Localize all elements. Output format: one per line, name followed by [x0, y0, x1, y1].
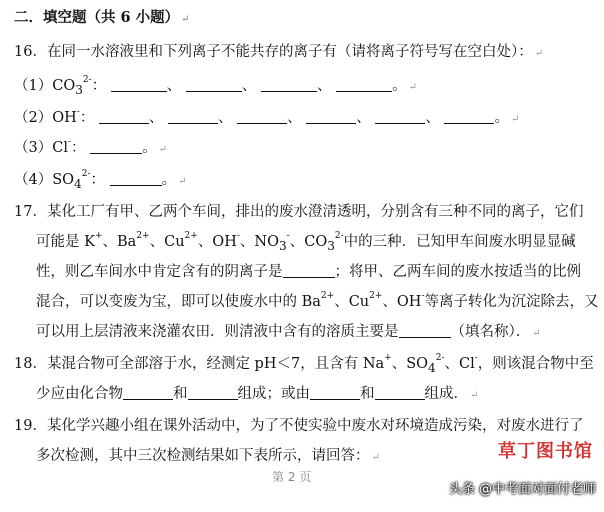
answer-blank[interactable] — [111, 77, 167, 92]
q17-line-1: 17．某化工厂有甲、乙两个车间，排出的废水澄清透明，分别含有三种不同的离子，它们 — [14, 204, 584, 220]
section-title: 二．填空题（共 6 小题） ↵ — [14, 9, 190, 26]
answer-blank[interactable] — [336, 77, 392, 92]
answer-blank[interactable] — [168, 109, 218, 124]
q16-item-4: $(4)SO_4^{2-}$： 。 ↵ — [14, 169, 187, 191]
answer-blank[interactable] — [283, 263, 335, 278]
answer-blank[interactable] — [375, 385, 425, 400]
answer-blank[interactable] — [444, 109, 494, 124]
answer-blank[interactable] — [188, 385, 238, 400]
q16-item-2: （2）OH-： 、 、 、 、 、 。 ↵ — [14, 107, 520, 126]
page-number: 第 2 页 — [272, 470, 312, 484]
q17-line-3: 性，则乙车间水中肯定含有的阴离子是 ；将甲、乙两车间的废水按适当的比例 — [36, 264, 581, 280]
answer-blank[interactable] — [261, 77, 317, 92]
question-16-stem: 16．在同一水溶液里和下列离子不能共存的离子有（请将离子符号写在空白处）： ↵ — [14, 44, 544, 60]
library-logo — [498, 437, 598, 465]
q18-line-2: 少应由化合物 和 组成；或由 和 组成． ↵ — [36, 386, 479, 402]
q18-line-1: 18．某混合物可全部溶于水，经测定 pH＜7，且含有 Na+、$SO_4^{2-}$、Cl-，则该混合物中至 — [14, 353, 594, 375]
q19-line-2: 多次检测，其中三次检测结果如下表所示，请回答： ↵ — [36, 448, 380, 464]
q16-item-1: $(1)CO_3^{2-}$： 、 、 、 。 ↵ — [14, 75, 418, 97]
answer-blank[interactable] — [90, 139, 142, 154]
answer-blank[interactable] — [399, 323, 451, 338]
answer-blank[interactable] — [310, 385, 360, 400]
answer-blank[interactable] — [99, 109, 149, 124]
q16-item-3: （3）Cl-： 。 ↵ — [14, 137, 168, 156]
watermark: 头条 @中考面对面付老师 — [448, 482, 596, 497]
answer-blank[interactable] — [375, 109, 425, 124]
q17-line-4: 混合，可以变废为宝，即可以使废水中的 $Ba^{2+}$、$Cu^{2+}$、OH-等离子转化为沉淀除去，又 — [36, 291, 599, 310]
q19-line-1: 19．某化学兴趣小组在课外活动中，为了不使实验中废水对环境造成污染，对废水进行了 — [14, 418, 584, 434]
q17-line-5: 可以用上层清液来浇灌农田．则清液中含有的溶质主要是 （填名称）． ↵ — [36, 324, 541, 340]
answer-blank[interactable] — [237, 109, 287, 124]
q17-line-2: 可能是 K+、$Ba^{2+}$、$Cu^{2+}$、OH-、$NO_3^-$、$CO_3^{2-}$中的三种．已知甲车间废水明显显碱 — [36, 231, 576, 253]
answer-blank[interactable] — [186, 77, 242, 92]
answer-blank[interactable] — [110, 171, 162, 186]
logo-text: 草丁图书馆 — [498, 441, 593, 462]
answer-blank[interactable] — [306, 109, 356, 124]
answer-blank[interactable] — [123, 385, 173, 400]
